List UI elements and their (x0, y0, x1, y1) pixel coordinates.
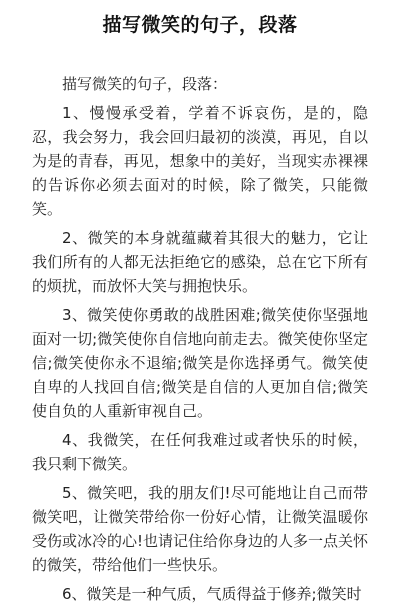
paragraph-4: 4、我微笑，在任何我难过或者快乐的时候，我只剩下微笑。 (32, 431, 368, 473)
article-body (32, 72, 368, 606)
paragraph-6: 6、微笑是一种气质，气质得益于修养;微笑时 (62, 585, 362, 603)
paragraph-3: 3、微笑使你勇敢的战胜困难;微笑使你坚强地面对一切;微笑使你自信地向前走去。微笑使你坚定信;微笑使你永不退缩;微笑是你选择勇气。微笑使自卑的人找回自信;微笑是自信的人更加自信;微笑使自负的人重新审视自己。 (32, 306, 368, 420)
paragraph-5: 5、微笑吧，我的朋友们!尽可能地让自己而带微笑吧，让微笑带给你一份好心情，让微笑温暖你受伤或冰冷的心!也请记住给你身边的人多一点关怀的微笑，带给他们一些快乐。 (32, 484, 369, 574)
page-title: 描写微笑的句子，段落 (102, 14, 298, 36)
paragraph-2: 2、微笑的本身就蕴藏着其很大的魅力，它让我们所有的人都无法拒绝它的感染，总在它下所有的烦扰，而放怀大笑与拥抱快乐。 (32, 229, 368, 295)
intro-paragraph: 描写微笑的句子，段落： (62, 75, 228, 93)
paragraph-1: 1、慢慢承受着，学着不诉哀伤，是的，隐忍，我会努力，我会回归最初的淡漠，再见，自以为是的青春，再见，想象中的美好，当现实赤裸裸的告诉你必须去面对的时候，除了微笑，只能微笑。 (32, 104, 368, 218)
